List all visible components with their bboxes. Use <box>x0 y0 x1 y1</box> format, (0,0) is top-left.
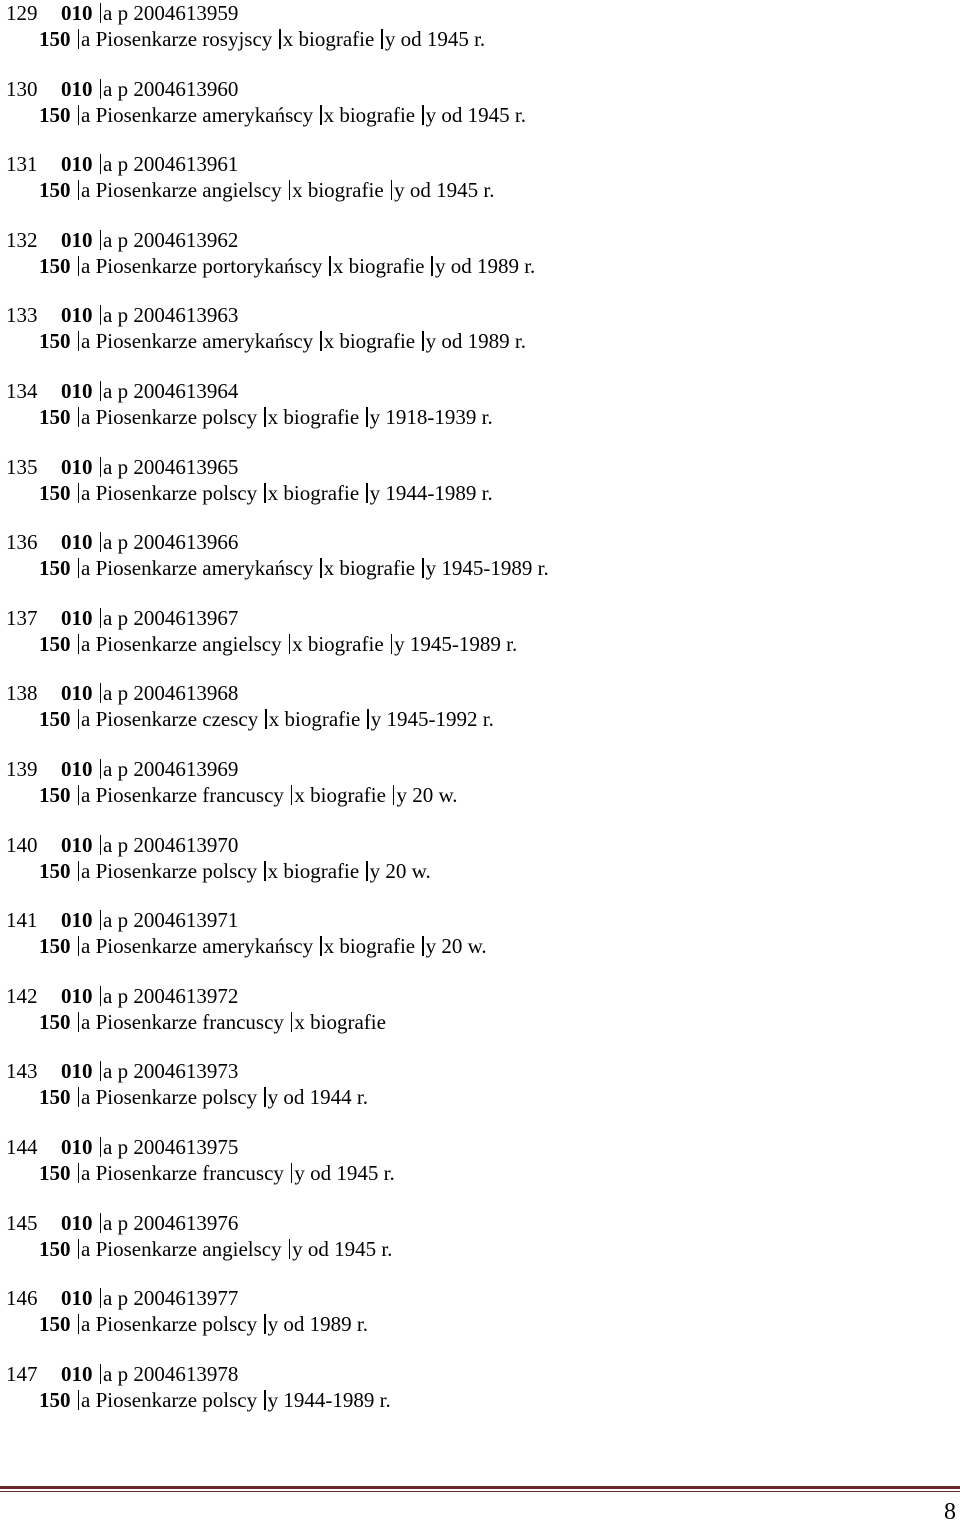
record-number: 146 <box>6 1286 38 1311</box>
subfield-delimiter <box>78 331 80 351</box>
field-tag-010: 010 <box>61 530 93 555</box>
record-heading-line <box>39 782 458 808</box>
subfield-delimiter <box>100 910 102 930</box>
field-tag-150: 150 <box>39 27 71 51</box>
record-number: 132 <box>6 227 38 252</box>
subfield: y 20 w. <box>425 934 487 959</box>
subfield-delimiter <box>264 483 266 503</box>
subfield-delimiter <box>78 1163 80 1183</box>
control-number: a p 2004613963 <box>103 303 239 328</box>
subfield: y 1918-1939 r. <box>369 404 493 429</box>
subfield-delimiter <box>366 483 368 503</box>
record-id-line <box>6 907 238 933</box>
subfield-delimiter <box>367 709 369 729</box>
record-heading-line <box>39 631 517 657</box>
field-tag-010: 010 <box>61 303 93 328</box>
subfield-delimiter <box>78 709 80 729</box>
subfield: y 1944-1989 r. <box>267 1387 391 1412</box>
record-id-line <box>6 302 238 328</box>
subfield: a Piosenkarze portorykańscy <box>81 253 323 278</box>
subfield-delimiter <box>100 759 102 779</box>
control-number: a p 2004613975 <box>103 1134 239 1159</box>
subfield: x biografie <box>267 858 360 883</box>
field-tag-010: 010 <box>61 1286 93 1311</box>
control-number: a p 2004613976 <box>103 1210 239 1235</box>
subfield-delimiter <box>100 1137 102 1157</box>
record-heading-line <box>39 1084 368 1110</box>
subfield-delimiter <box>100 1061 102 1081</box>
subfield: a Piosenkarze francuscy <box>81 1160 284 1185</box>
subfield: a Piosenkarze francuscy <box>81 782 284 807</box>
subfield-delimiter <box>422 331 424 351</box>
field-tag-150: 150 <box>39 1387 71 1412</box>
subfield: y od 1945 r. <box>384 27 486 51</box>
subfield-delimiter <box>78 1390 80 1410</box>
field-tag-150: 150 <box>39 404 71 429</box>
record-id-line <box>6 151 238 177</box>
page-number: 8 <box>944 1499 956 1525</box>
subfield: a Piosenkarze amerykańscy <box>81 102 314 127</box>
subfield: y 1945-1989 r. <box>394 631 518 656</box>
subfield-delimiter <box>279 29 281 49</box>
record-heading-line <box>39 1236 392 1262</box>
subfield-delimiter <box>100 683 102 703</box>
record-id-line <box>6 1210 238 1236</box>
subfield-delimiter <box>100 457 102 477</box>
footer-rule <box>0 1486 960 1492</box>
subfield-delimiter <box>381 29 383 49</box>
subfield: x biografie <box>294 782 386 807</box>
control-number: a p 2004613960 <box>103 76 239 101</box>
subfield-delimiter <box>78 1087 80 1107</box>
subfield: x biografie <box>323 556 416 581</box>
record-id-line <box>6 1134 238 1160</box>
field-tag-150: 150 <box>39 631 71 656</box>
subfield: a Piosenkarze amerykańscy <box>81 556 314 581</box>
subfield-delimiter <box>289 180 291 200</box>
field-tag-010: 010 <box>61 908 93 933</box>
subfield: x biografie <box>292 178 384 203</box>
control-number: a p 2004613971 <box>103 908 239 933</box>
field-tag-010: 010 <box>61 756 93 781</box>
subfield-delimiter <box>291 1012 293 1032</box>
subfield: y 1945-1992 r. <box>370 707 494 732</box>
field-tag-150: 150 <box>39 480 71 505</box>
subfield: x biografie <box>332 253 425 278</box>
subfield-delimiter <box>78 634 80 654</box>
record-number: 134 <box>6 378 38 403</box>
subfield: a Piosenkarze francuscy <box>81 1009 284 1034</box>
subfield-delimiter <box>100 1288 102 1308</box>
subfield: x biografie <box>282 27 375 51</box>
record-id-line <box>6 1058 238 1084</box>
record-number: 147 <box>6 1361 38 1386</box>
control-number: a p 2004613970 <box>103 832 239 857</box>
subfield: x biografie <box>323 329 416 354</box>
record-id-line <box>6 680 238 706</box>
record-id-line <box>6 605 238 631</box>
field-tag-150: 150 <box>39 253 71 278</box>
record-id-line <box>6 227 238 253</box>
record-heading-line <box>39 177 494 203</box>
field-tag-150: 150 <box>39 934 71 959</box>
record-number: 129 <box>6 1 38 25</box>
subfield: x biografie <box>323 934 416 959</box>
record-id-line <box>6 983 238 1009</box>
subfield: x biografie <box>268 707 361 732</box>
subfield-delimiter <box>422 105 424 125</box>
subfield: y od 1989 r. <box>425 329 526 354</box>
subfield-delimiter <box>264 1314 266 1334</box>
record-number: 141 <box>6 908 38 933</box>
field-tag-010: 010 <box>61 1134 93 1159</box>
subfield: a Piosenkarze czescy <box>81 707 259 732</box>
subfield: x biografie <box>267 404 360 429</box>
subfield: a Piosenkarze polscy <box>81 1387 258 1412</box>
record-heading-line <box>39 480 493 506</box>
subfield-delimiter <box>264 407 266 427</box>
subfield-delimiter <box>264 1390 266 1410</box>
record-heading-line <box>39 1160 395 1186</box>
record-id-line <box>6 76 238 102</box>
subfield-delimiter <box>366 861 368 881</box>
field-tag-010: 010 <box>61 378 93 403</box>
subfield-delimiter <box>289 634 291 654</box>
subfield: a Piosenkarze rosyjscy <box>81 27 273 51</box>
field-tag-010: 010 <box>61 681 93 706</box>
subfield: y od 1989 r. <box>267 1312 368 1337</box>
subfield: y od 1945 r. <box>394 178 495 203</box>
subfield: a Piosenkarze angielscy <box>81 1236 282 1261</box>
field-tag-150: 150 <box>39 1009 71 1034</box>
record-heading-line <box>39 1387 391 1413</box>
record-number: 136 <box>6 530 38 555</box>
record-number: 139 <box>6 756 38 781</box>
subfield: a Piosenkarze polscy <box>81 1312 258 1337</box>
record-number: 145 <box>6 1210 38 1235</box>
subfield-delimiter <box>78 483 80 503</box>
subfield: a Piosenkarze amerykańscy <box>81 329 314 354</box>
subfield-delimiter <box>100 608 102 628</box>
subfield: y od 1945 r. <box>292 1236 393 1261</box>
field-tag-150: 150 <box>39 1236 71 1261</box>
subfield-delimiter <box>100 230 102 250</box>
record-id-line <box>6 1361 238 1387</box>
subfield-delimiter <box>393 785 395 805</box>
record-number: 130 <box>6 76 38 101</box>
subfield: a Piosenkarze polscy <box>81 858 258 883</box>
subfield: a Piosenkarze amerykańscy <box>81 934 314 959</box>
record-id-line <box>6 832 238 858</box>
subfield: a Piosenkarze polscy <box>81 480 258 505</box>
control-number: a p 2004613967 <box>103 605 239 630</box>
subfield: a Piosenkarze polscy <box>81 1085 258 1110</box>
record-heading-line <box>39 858 431 884</box>
field-tag-010: 010 <box>61 76 93 101</box>
field-tag-150: 150 <box>39 329 71 354</box>
record-number: 142 <box>6 983 38 1008</box>
record-number: 140 <box>6 832 38 857</box>
control-number: a p 2004613962 <box>103 227 239 252</box>
subfield-delimiter <box>100 3 102 23</box>
subfield-delimiter <box>289 1239 291 1259</box>
control-number: a p 2004613968 <box>103 681 239 706</box>
control-number: a p 2004613969 <box>103 756 239 781</box>
record-number: 138 <box>6 681 38 706</box>
subfield: x biografie <box>267 480 360 505</box>
control-number: a p 2004613966 <box>103 530 239 555</box>
control-number: a p 2004613959 <box>103 1 239 25</box>
subfield-delimiter <box>291 1163 293 1183</box>
subfield-delimiter <box>100 79 102 99</box>
subfield-delimiter <box>100 154 102 174</box>
subfield: y od 1989 r. <box>434 253 536 278</box>
field-tag-150: 150 <box>39 858 71 883</box>
subfield-delimiter <box>320 936 322 956</box>
field-tag-010: 010 <box>61 152 93 177</box>
subfield: x biografie <box>323 102 416 127</box>
subfield-delimiter <box>100 532 102 552</box>
subfield-delimiter <box>100 381 102 401</box>
subfield: a Piosenkarze angielscy <box>81 631 282 656</box>
subfield: y od 1945 r. <box>425 102 526 127</box>
subfield-delimiter <box>78 407 80 427</box>
subfield-delimiter <box>320 105 322 125</box>
record-number: 137 <box>6 605 38 630</box>
control-number: a p 2004613972 <box>103 983 239 1008</box>
field-tag-010: 010 <box>61 1059 93 1084</box>
subfield-delimiter <box>78 861 80 881</box>
subfield-delimiter <box>391 180 393 200</box>
field-tag-150: 150 <box>39 707 71 732</box>
record-number: 144 <box>6 1134 38 1159</box>
field-tag-150: 150 <box>39 1160 71 1185</box>
record-heading-line <box>39 1311 368 1337</box>
subfield: y 20 w. <box>369 858 431 883</box>
control-number: a p 2004613961 <box>103 152 239 177</box>
field-tag-150: 150 <box>39 1085 71 1110</box>
record-heading-line <box>39 102 526 128</box>
subfield-delimiter <box>78 785 80 805</box>
subfield-delimiter <box>78 256 80 276</box>
subfield-delimiter <box>291 785 293 805</box>
subfield-delimiter <box>366 407 368 427</box>
subfield-delimiter <box>78 936 80 956</box>
subfield-delimiter <box>100 986 102 1006</box>
subfield-delimiter <box>320 331 322 351</box>
record-heading-line <box>39 26 485 52</box>
record-heading-line <box>39 253 535 279</box>
subfield: x biografie <box>294 1009 386 1034</box>
record-id-line <box>6 378 238 404</box>
subfield: x biografie <box>292 631 384 656</box>
subfield-delimiter <box>78 105 80 125</box>
subfield-delimiter <box>100 305 102 325</box>
subfield-delimiter <box>78 1239 80 1259</box>
field-tag-010: 010 <box>61 605 93 630</box>
subfield: y 20 w. <box>396 782 458 807</box>
control-number: a p 2004613964 <box>103 378 239 403</box>
control-number: a p 2004613973 <box>103 1059 239 1084</box>
field-tag-150: 150 <box>39 782 71 807</box>
field-tag-010: 010 <box>61 1210 93 1235</box>
record-id-line <box>6 756 238 782</box>
record-heading-line <box>39 328 526 354</box>
subfield-delimiter <box>78 558 80 578</box>
field-tag-010: 010 <box>61 1 93 25</box>
record-id-line <box>6 1285 238 1311</box>
subfield-delimiter <box>422 936 424 956</box>
record-id-line <box>6 529 238 555</box>
subfield-delimiter <box>100 1364 102 1384</box>
subfield: y od 1944 r. <box>267 1085 368 1110</box>
subfield-delimiter <box>78 180 80 200</box>
record-heading-line <box>39 933 487 959</box>
subfield-delimiter <box>100 1213 102 1233</box>
field-tag-150: 150 <box>39 556 71 581</box>
subfield-delimiter <box>391 634 393 654</box>
subfield-delimiter <box>264 1087 266 1107</box>
record-heading-line <box>39 555 549 581</box>
subfield-delimiter <box>431 256 433 276</box>
record-number: 135 <box>6 454 38 479</box>
subfield-delimiter <box>422 558 424 578</box>
control-number: a p 2004613978 <box>103 1361 239 1386</box>
subfield-delimiter <box>264 861 266 881</box>
subfield-delimiter <box>78 29 80 49</box>
record-heading-line <box>39 404 493 430</box>
subfield-delimiter <box>100 835 102 855</box>
subfield-delimiter <box>329 256 331 276</box>
record-number: 133 <box>6 303 38 328</box>
record-heading-line <box>39 706 494 732</box>
field-tag-010: 010 <box>61 1361 93 1386</box>
field-tag-150: 150 <box>39 1312 71 1337</box>
control-number: a p 2004613977 <box>103 1286 239 1311</box>
record-heading-line <box>39 1009 386 1035</box>
subfield: a Piosenkarze polscy <box>81 404 258 429</box>
subfield-delimiter <box>78 1012 80 1032</box>
field-tag-150: 150 <box>39 178 71 203</box>
field-tag-150: 150 <box>39 102 71 127</box>
field-tag-010: 010 <box>61 454 93 479</box>
field-tag-010: 010 <box>61 832 93 857</box>
subfield: y 1945-1989 r. <box>425 556 549 581</box>
field-tag-010: 010 <box>61 227 93 252</box>
subfield: y 1944-1989 r. <box>369 480 493 505</box>
control-number: a p 2004613965 <box>103 454 239 479</box>
record-number: 143 <box>6 1059 38 1084</box>
record-number: 131 <box>6 152 38 177</box>
subfield-delimiter <box>265 709 267 729</box>
subfield-delimiter <box>78 1314 80 1334</box>
subfield: y od 1945 r. <box>294 1160 395 1185</box>
field-tag-010: 010 <box>61 983 93 1008</box>
record-id-line <box>6 0 238 26</box>
subfield: a Piosenkarze angielscy <box>81 178 282 203</box>
record-id-line <box>6 454 238 480</box>
subfield-delimiter <box>320 558 322 578</box>
